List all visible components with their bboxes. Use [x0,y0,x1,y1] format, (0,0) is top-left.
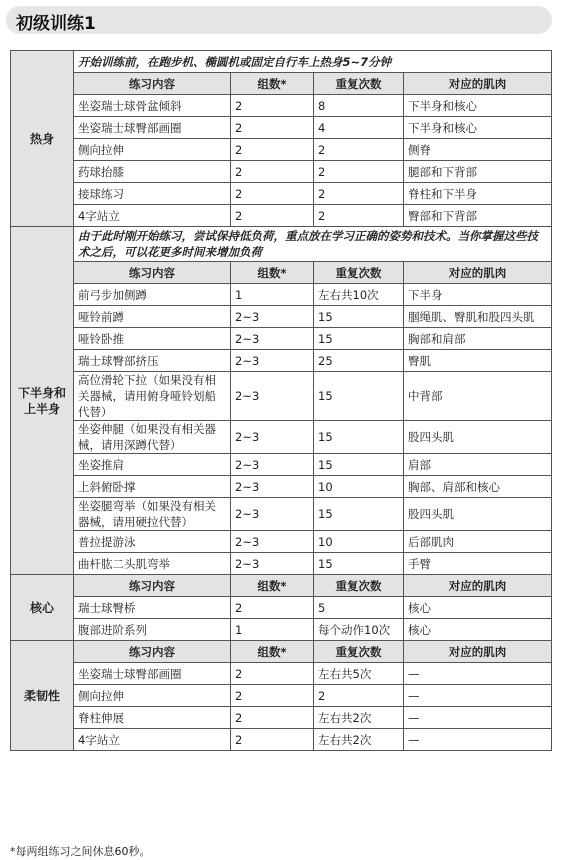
footnote: *每两组练习之间休息60秒。 [10,845,151,858]
sets-cell: 2 [231,183,314,205]
exercise-cell: 哑铃卧推 [74,328,231,350]
muscle-cell: — [404,707,552,729]
column-header: 重复次数 [314,73,404,95]
reps-cell: 8 [314,95,404,117]
section-label: 下半身和上半身 [11,227,74,575]
table-row [11,183,552,205]
exercise-cell: 侧向拉伸 [74,685,231,707]
sets-cell: 2~3 [231,350,314,372]
exercise-cell: 前弓步加侧蹲 [74,284,231,306]
muscle-cell: — [404,685,552,707]
sets-cell: 2~3 [231,498,314,531]
muscle-cell: 侧脊 [404,139,552,161]
sets-cell: 2~3 [231,476,314,498]
sets-cell: 2 [231,597,314,619]
reps-cell: 左右共2次 [314,729,404,751]
table-row [11,328,552,350]
table-row [11,372,552,421]
muscle-cell: 下半身和核心 [404,95,552,117]
reps-cell: 左右共2次 [314,707,404,729]
column-header: 组数* [231,575,314,597]
reps-cell: 左右共5次 [314,663,404,685]
sets-cell: 2~3 [231,454,314,476]
table-row [11,284,552,306]
reps-cell: 5 [314,597,404,619]
reps-cell: 2 [314,685,404,707]
muscle-cell: 核心 [404,619,552,641]
table-row [11,421,552,454]
column-header: 对应的肌肉 [404,73,552,95]
section-note-row [11,51,552,73]
title-bar [6,6,552,34]
table-row [11,597,552,619]
column-header: 组数* [231,262,314,284]
sets-cell: 2 [231,139,314,161]
muscle-cell: — [404,663,552,685]
sets-cell: 2~3 [231,421,314,454]
exercise-cell: 瑞士球臀桥 [74,597,231,619]
header-row [11,262,552,284]
table-row [11,685,552,707]
section-note: 由于此时刚开始练习，尝试保持低负荷，重点放在学习正确的姿势和技术。当你掌握这些技术之后，可以花更多时间来增加负荷 [74,227,552,262]
column-header: 重复次数 [314,641,404,663]
table-row [11,350,552,372]
sets-cell: 1 [231,284,314,306]
exercise-cell: 坐姿伸腿（如果没有相关器械，请用深蹲代替） [74,421,231,454]
section-label: 热身 [11,51,74,227]
muscle-cell: — [404,729,552,751]
table-row [11,663,552,685]
exercise-cell: 坐姿瑞士球臀部画圈 [74,663,231,685]
reps-cell: 10 [314,476,404,498]
reps-cell: 15 [314,454,404,476]
column-header: 对应的肌肉 [404,262,552,284]
table-row [11,707,552,729]
sets-cell: 2 [231,663,314,685]
muscle-cell: 股四头肌 [404,421,552,454]
muscle-cell: 胸部和肩部 [404,328,552,350]
column-header: 练习内容 [74,575,231,597]
exercise-cell: 脊柱伸展 [74,707,231,729]
exercise-cell: 坐姿瑞士球臀部画圈 [74,117,231,139]
reps-cell: 2 [314,161,404,183]
exercise-cell: 腹部进阶系列 [74,619,231,641]
sets-cell: 2 [231,117,314,139]
table-row [11,619,552,641]
exercise-cell: 高位滑轮下拉（如果没有相关器械，请用俯身哑铃划船代替） [74,372,231,421]
column-header: 对应的肌肉 [404,641,552,663]
header-row [11,575,552,597]
sets-cell: 2 [231,95,314,117]
sets-cell: 2~3 [231,306,314,328]
reps-cell: 15 [314,328,404,350]
table-row [11,531,552,553]
table-row [11,454,552,476]
reps-cell: 15 [314,372,404,421]
muscle-cell: 下半身和核心 [404,117,552,139]
section-note: 开始训练前，在跑步机、椭圆机或固定自行车上热身5~7分钟 [74,51,552,73]
exercise-cell: 上斜俯卧撑 [74,476,231,498]
reps-cell: 4 [314,117,404,139]
reps-cell: 15 [314,421,404,454]
reps-cell: 15 [314,498,404,531]
muscle-cell: 臀部和下背部 [404,205,552,227]
sets-cell: 2 [231,707,314,729]
muscle-cell: 肩部 [404,454,552,476]
sets-cell: 2~3 [231,531,314,553]
muscle-cell: 臀肌 [404,350,552,372]
column-header: 对应的肌肉 [404,575,552,597]
column-header: 练习内容 [74,73,231,95]
exercise-cell: 曲杆肱二头肌弯举 [74,553,231,575]
muscle-cell: 腿部和下背部 [404,161,552,183]
table-row [11,95,552,117]
column-header: 组数* [231,73,314,95]
table-row [11,306,552,328]
table-row [11,117,552,139]
column-header: 练习内容 [74,262,231,284]
muscle-cell: 胸部、肩部和核心 [404,476,552,498]
header-row [11,641,552,663]
reps-cell: 2 [314,183,404,205]
exercise-cell: 侧向拉伸 [74,139,231,161]
reps-cell: 25 [314,350,404,372]
table-row [11,476,552,498]
column-header: 重复次数 [314,575,404,597]
muscle-cell: 股四头肌 [404,498,552,531]
exercise-cell: 药球抬膝 [74,161,231,183]
sets-cell: 2 [231,205,314,227]
exercise-cell: 接球练习 [74,183,231,205]
section-label: 核心 [11,575,74,641]
page-title: 初级训练1 [16,14,96,34]
muscle-cell: 下半身 [404,284,552,306]
reps-cell: 左右共10次 [314,284,404,306]
table-row [11,161,552,183]
table-row [11,139,552,161]
sets-cell: 1 [231,619,314,641]
table-row [11,553,552,575]
muscle-cell: 中背部 [404,372,552,421]
exercise-cell: 普拉提游泳 [74,531,231,553]
muscle-cell: 后部肌肉 [404,531,552,553]
reps-cell: 10 [314,531,404,553]
sets-cell: 2 [231,161,314,183]
muscle-cell: 脊柱和下半身 [404,183,552,205]
exercise-cell: 4字站立 [74,729,231,751]
reps-cell: 2 [314,139,404,161]
muscle-cell: 核心 [404,597,552,619]
exercise-cell: 哑铃前蹲 [74,306,231,328]
muscle-cell: 腘绳肌、臀肌和股四头肌 [404,306,552,328]
reps-cell: 15 [314,306,404,328]
sets-cell: 2~3 [231,328,314,350]
header-row [11,73,552,95]
exercise-cell: 坐姿瑞士球骨盆倾斜 [74,95,231,117]
reps-cell: 每个动作10次 [314,619,404,641]
sets-cell: 2 [231,729,314,751]
column-header: 组数* [231,641,314,663]
sets-cell: 2 [231,685,314,707]
exercise-cell: 4字站立 [74,205,231,227]
table-row [11,205,552,227]
sets-cell: 2~3 [231,553,314,575]
section-label: 柔韧性 [11,641,74,751]
exercise-cell: 坐姿腿弯举（如果没有相关器械，请用硬拉代替） [74,498,231,531]
training-table [10,50,552,751]
sets-cell: 2~3 [231,372,314,421]
exercise-cell: 坐姿推肩 [74,454,231,476]
column-header: 练习内容 [74,641,231,663]
reps-cell: 15 [314,553,404,575]
table-row [11,729,552,751]
muscle-cell: 手臂 [404,553,552,575]
reps-cell: 2 [314,205,404,227]
section-note-row [11,227,552,262]
column-header: 重复次数 [314,262,404,284]
exercise-cell: 瑞士球臀部挤压 [74,350,231,372]
table-row [11,498,552,531]
